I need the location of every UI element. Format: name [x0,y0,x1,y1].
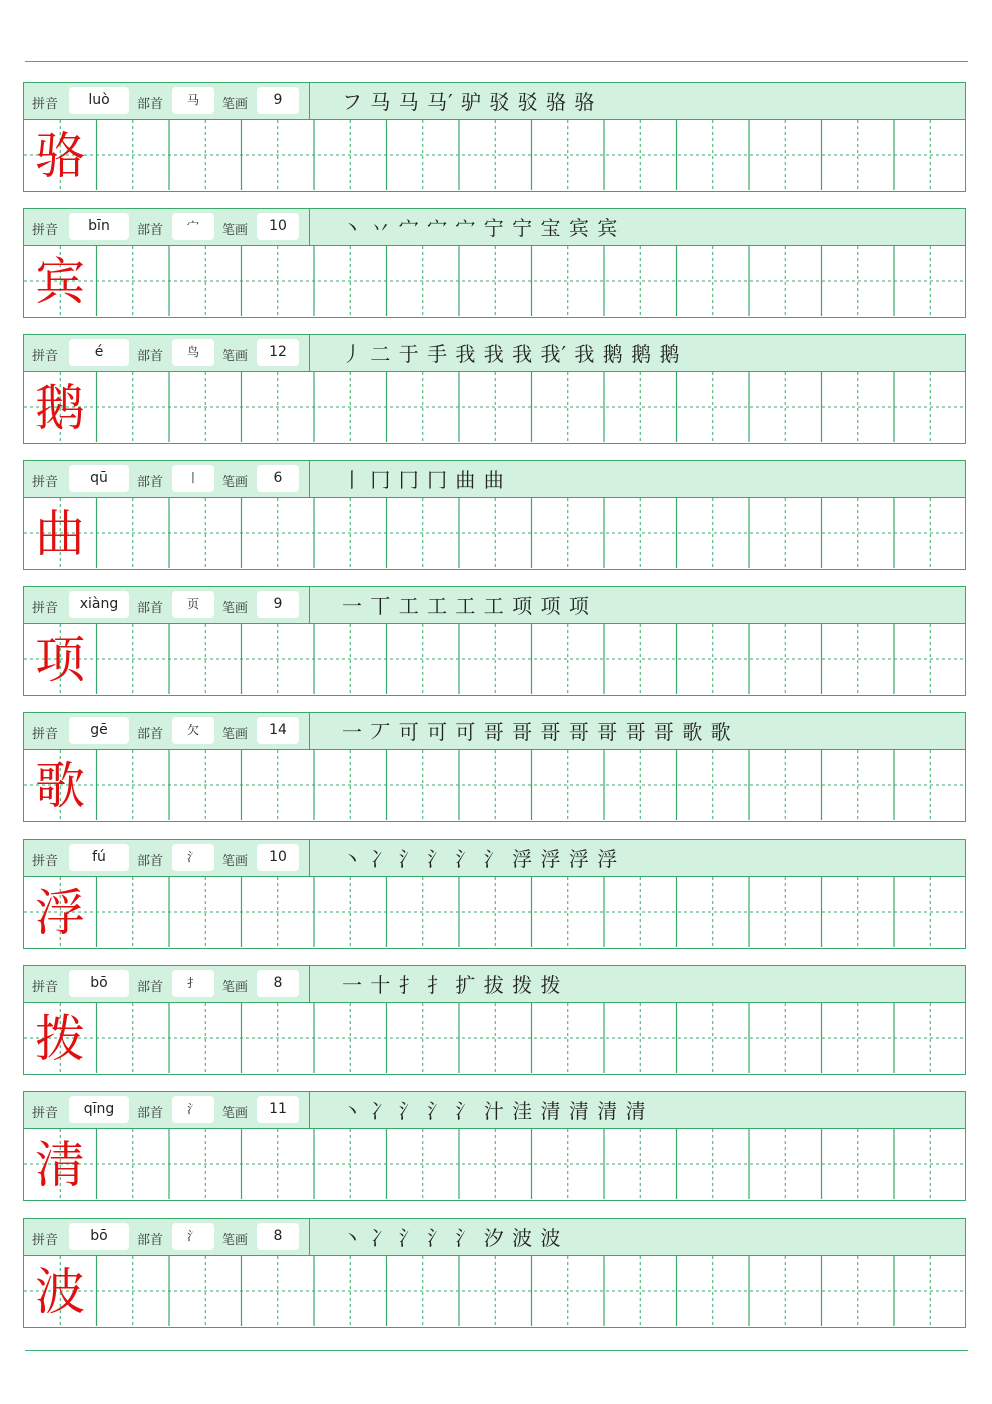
practice-cell[interactable] [387,120,460,190]
practice-cell[interactable] [459,1256,532,1326]
radical-box: 宀 [172,213,214,240]
strokes-label: 笔画 [222,1106,249,1121]
practice-cell[interactable] [677,1003,750,1073]
practice-cell[interactable] [749,877,822,947]
practice-cell[interactable] [894,877,967,947]
radical-label: 部首 [137,97,164,112]
practice-cell[interactable] [677,246,750,316]
pinyin-box: gē [69,717,129,744]
stroke-order: 丶 冫 氵 氵 氵 汁 洼 清 清 清 清 [342,1099,647,1123]
practice-cell[interactable] [459,1129,532,1199]
radical-box: 扌 [172,970,214,997]
practice-cell[interactable] [242,750,315,820]
char-card [23,208,966,318]
model-character: 浮 [35,884,85,942]
char-card [23,1091,966,1201]
practice-cell[interactable] [749,1256,822,1326]
stroke-order: 一 丆 可 可 可 哥 哥 哥 哥 哥 哥 哥 歌 歌 [342,720,732,744]
header-divider [309,461,310,498]
practice-cell[interactable] [677,1129,750,1199]
radical-box: 氵 [172,844,214,871]
practice-cell[interactable] [242,246,315,316]
practice-cell[interactable] [314,246,387,316]
practice-grid [24,1129,965,1199]
practice-cell[interactable] [242,1256,315,1326]
practice-cell[interactable] [604,1003,677,1073]
practice-cell[interactable] [604,372,677,442]
header-divider [309,1219,310,1256]
practice-cell[interactable] [604,498,677,568]
strokes-label: 笔画 [222,223,249,238]
pinyin-label: 拼音 [32,727,59,742]
card-header [24,966,965,1003]
practice-cell[interactable] [532,246,605,316]
practice-cell[interactable] [387,877,460,947]
header-divider [309,335,310,372]
stroke-count-box: 9 [257,591,299,618]
stroke-count-box: 6 [257,465,299,492]
pinyin-box: fú [69,844,129,871]
pinyin-box: luò [69,87,129,114]
practice-cell[interactable] [97,1129,170,1199]
practice-cell[interactable] [169,1003,242,1073]
practice-cell[interactable] [169,624,242,694]
practice-cell[interactable] [459,750,532,820]
model-character: 骆 [35,127,85,185]
stroke-count-box: 10 [257,213,299,240]
strokes-label: 笔画 [222,854,249,869]
practice-cell[interactable] [822,624,895,694]
practice-cell[interactable] [169,498,242,568]
model-character: 鹅 [35,379,85,437]
practice-cell[interactable] [97,750,170,820]
strokes-label: 笔画 [222,1233,249,1248]
stroke-order: フ 马 马 马′ 驴 驳 驳 骆 骆 [342,90,596,114]
practice-cell[interactable] [604,624,677,694]
practice-cell[interactable] [242,498,315,568]
practice-grid [24,877,965,947]
practice-cell[interactable] [387,498,460,568]
practice-cell[interactable] [749,624,822,694]
pinyin-label: 拼音 [32,475,59,490]
pinyin-label: 拼音 [32,854,59,869]
practice-cell[interactable] [822,1129,895,1199]
practice-grid [24,624,965,694]
model-character: 清 [35,1136,85,1194]
practice-cell[interactable] [97,372,170,442]
header-divider [309,966,310,1003]
practice-cell[interactable] [387,246,460,316]
practice-cell[interactable] [314,120,387,190]
char-card [23,586,966,696]
practice-cell[interactable] [894,120,967,190]
practice-cell[interactable] [604,1256,677,1326]
practice-cell[interactable] [242,877,315,947]
stroke-count-box: 10 [257,844,299,871]
model-character: 歌 [35,757,85,815]
card-header [24,587,965,624]
practice-cell[interactable] [822,750,895,820]
practice-cell[interactable] [749,372,822,442]
practice-cell[interactable] [169,246,242,316]
practice-cell[interactable] [314,498,387,568]
radical-label: 部首 [137,727,164,742]
practice-cell[interactable] [97,877,170,947]
practice-grid [24,1256,965,1326]
practice-cell[interactable] [314,1003,387,1073]
practice-cell[interactable] [822,1003,895,1073]
practice-cell[interactable] [677,372,750,442]
pinyin-box: é [69,339,129,366]
radical-label: 部首 [137,1233,164,1248]
radical-label: 部首 [137,475,164,490]
practice-cell[interactable] [677,624,750,694]
card-header [24,1219,965,1256]
practice-cell[interactable] [387,1129,460,1199]
practice-cell[interactable] [822,120,895,190]
radical-box: 欠 [172,717,214,744]
practice-cell[interactable] [894,1129,967,1199]
practice-cell[interactable] [894,498,967,568]
pinyin-label: 拼音 [32,97,59,112]
practice-cell[interactable] [242,372,315,442]
pinyin-box: bō [69,970,129,997]
practice-cell[interactable] [314,877,387,947]
stroke-count-box: 8 [257,970,299,997]
practice-cell[interactable] [677,120,750,190]
pinyin-box: qū [69,465,129,492]
header-divider [309,587,310,624]
practice-cell[interactable] [749,1003,822,1073]
stroke-count-box: 9 [257,87,299,114]
practice-cell[interactable] [459,498,532,568]
stroke-order: 丶 冫 氵 氵 氵 汐 波 波 [342,1226,562,1250]
stroke-count-box: 8 [257,1223,299,1250]
strokes-label: 笔画 [222,727,249,742]
char-card [23,712,966,822]
practice-cell[interactable] [169,1129,242,1199]
practice-cell[interactable] [532,1129,605,1199]
practice-cell[interactable] [749,120,822,190]
practice-cell[interactable] [387,1003,460,1073]
radical-label: 部首 [137,1106,164,1121]
practice-grid [24,1003,965,1073]
practice-cell[interactable] [97,246,170,316]
practice-cell[interactable] [97,120,170,190]
stroke-count-box: 14 [257,717,299,744]
practice-cell[interactable] [387,372,460,442]
practice-cell[interactable] [894,246,967,316]
practice-grid [24,246,965,316]
practice-grid [24,498,965,568]
strokes-label: 笔画 [222,97,249,112]
char-card [23,334,966,444]
card-header [24,335,965,372]
practice-cell[interactable] [242,1003,315,1073]
model-character: 项 [35,631,85,689]
practice-cell[interactable] [749,498,822,568]
practice-cell[interactable] [677,877,750,947]
practice-cell[interactable] [532,1256,605,1326]
practice-cell[interactable] [604,246,677,316]
practice-cell[interactable] [242,1129,315,1199]
practice-cell[interactable] [459,877,532,947]
practice-cell[interactable] [387,624,460,694]
practice-cell[interactable] [749,1129,822,1199]
header-divider [309,83,310,120]
practice-cell[interactable] [532,120,605,190]
practice-cell[interactable] [97,1003,170,1073]
practice-cell[interactable] [677,750,750,820]
model-character: 曲 [35,505,85,563]
practice-cell[interactable] [459,624,532,694]
radical-label: 部首 [137,601,164,616]
practice-cell[interactable] [532,498,605,568]
practice-cell[interactable] [532,624,605,694]
radical-box: 氵 [172,1223,214,1250]
practice-cell[interactable] [169,877,242,947]
stroke-order: 丿 二 于 手 我 我 我 我′ 我 鹅 鹅 鹅 [342,342,681,366]
strokes-label: 笔画 [222,475,249,490]
strokes-label: 笔画 [222,980,249,995]
header-divider [309,840,310,877]
practice-cell[interactable] [314,372,387,442]
practice-cell[interactable] [459,246,532,316]
pinyin-box: bō [69,1223,129,1250]
char-card [23,965,966,1075]
practice-cell[interactable] [242,120,315,190]
practice-cell[interactable] [749,750,822,820]
practice-cell[interactable] [677,1256,750,1326]
stroke-order: 一 丅 工 工 工 工 项 项 项 [342,594,590,618]
radical-box: 页 [172,591,214,618]
practice-cell[interactable] [532,750,605,820]
pinyin-label: 拼音 [32,601,59,616]
stroke-order: 丶 丷 宀 宀 宀 宁 宁 宝 宾 宾 [342,216,619,240]
pinyin-label: 拼音 [32,980,59,995]
pinyin-box: bīn [69,213,129,240]
top-rule [25,61,968,62]
practice-cell[interactable] [459,372,532,442]
practice-cell[interactable] [822,1256,895,1326]
practice-cell[interactable] [169,120,242,190]
practice-cell[interactable] [894,1003,967,1073]
practice-cell[interactable] [822,246,895,316]
radical-box: 氵 [172,1096,214,1123]
stroke-count-box: 12 [257,339,299,366]
practice-cell[interactable] [97,624,170,694]
practice-cell[interactable] [387,1256,460,1326]
practice-cell[interactable] [97,498,170,568]
practice-grid [24,372,965,442]
strokes-label: 笔画 [222,601,249,616]
stroke-order: 丶 冫 氵 氵 氵 氵 浮 浮 浮 浮 [342,847,619,871]
practice-cell[interactable] [604,120,677,190]
char-card [23,1218,966,1328]
pinyin-box: qīng [69,1096,129,1123]
pinyin-label: 拼音 [32,223,59,238]
char-card [23,82,966,192]
practice-cell[interactable] [459,120,532,190]
radical-label: 部首 [137,349,164,364]
practice-cell[interactable] [242,624,315,694]
char-card [23,839,966,949]
practice-cell[interactable] [97,1256,170,1326]
practice-cell[interactable] [387,750,460,820]
practice-cell[interactable] [169,1256,242,1326]
practice-cell[interactable] [677,498,750,568]
stroke-count-box: 11 [257,1096,299,1123]
practice-cell[interactable] [749,246,822,316]
card-header [24,713,965,750]
practice-cell[interactable] [894,624,967,694]
practice-cell[interactable] [314,750,387,820]
stroke-order: 丨 冂 冂 冂 曲 曲 [342,468,505,492]
practice-cell[interactable] [604,1129,677,1199]
card-header [24,1092,965,1129]
model-character: 宾 [35,253,85,311]
practice-cell[interactable] [894,750,967,820]
practice-cell[interactable] [604,750,677,820]
practice-cell[interactable] [459,1003,532,1073]
model-character: 拨 [35,1010,85,1068]
bottom-rule [25,1350,968,1351]
radical-label: 部首 [137,980,164,995]
pinyin-label: 拼音 [32,349,59,364]
radical-box: 马 [172,87,214,114]
practice-cell[interactable] [532,372,605,442]
practice-cell[interactable] [314,1129,387,1199]
strokes-label: 笔画 [222,349,249,364]
practice-cell[interactable] [822,498,895,568]
practice-cell[interactable] [894,1256,967,1326]
practice-cell[interactable] [314,624,387,694]
radical-label: 部首 [137,854,164,869]
pinyin-label: 拼音 [32,1106,59,1121]
practice-grid [24,120,965,190]
card-header [24,840,965,877]
radical-box: 鸟 [172,339,214,366]
card-header [24,461,965,498]
card-header [24,209,965,246]
pinyin-label: 拼音 [32,1233,59,1248]
practice-cell[interactable] [532,1003,605,1073]
practice-cell[interactable] [532,877,605,947]
practice-cell[interactable] [894,372,967,442]
practice-grid [24,750,965,820]
practice-cell[interactable] [604,877,677,947]
model-character: 波 [35,1263,85,1321]
pinyin-box: xiàng [69,591,129,618]
practice-cell[interactable] [822,372,895,442]
radical-label: 部首 [137,223,164,238]
practice-cell[interactable] [169,750,242,820]
char-card [23,460,966,570]
practice-cell[interactable] [314,1256,387,1326]
practice-cell[interactable] [822,877,895,947]
stroke-order: 一 十 扌 扌 扩 拔 拨 拨 [342,973,562,997]
header-divider [309,209,310,246]
header-divider [309,713,310,750]
card-header [24,83,965,120]
radical-box: 丨 [172,465,214,492]
practice-cell[interactable] [169,372,242,442]
header-divider [309,1092,310,1129]
